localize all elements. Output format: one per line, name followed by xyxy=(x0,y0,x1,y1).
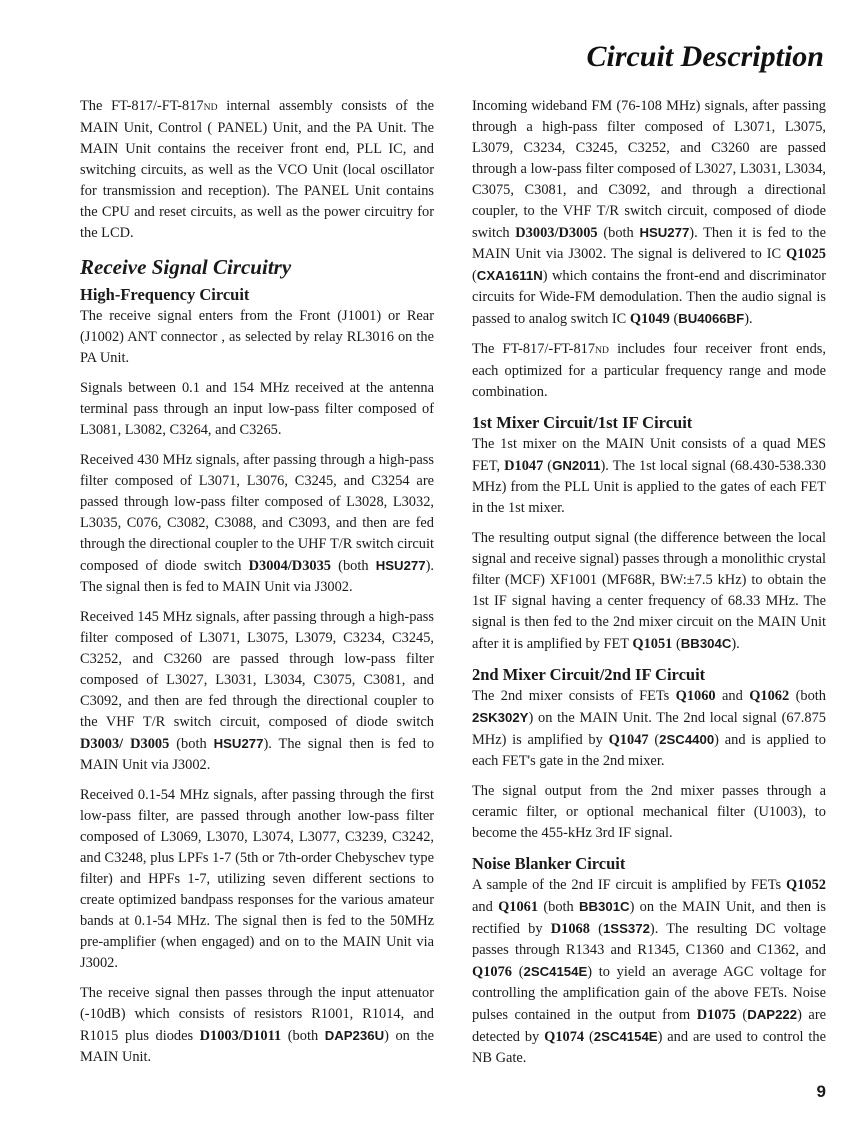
paragraph-attenuator: The receive signal then passes through the input attenuator (-10dB) which consists of resistors R1001, R1014, and R1015 plus diodes D1003/D1011 (both DAP236U) on the MAIN Unit. xyxy=(80,985,434,1065)
intro-paragraph: The FT-817/-FT-817ND internal assembly consists of the MAIN Unit, Control ( PANEL) Unit, and the PA Unit. The MAIN Unit contains the receiver front end, PLL IC, and switching circuits, as well as the VCO Unit (local oscillator for transmission and reception). The PANEL Unit contains the CPU and reset circuits, as well as the power circuitry for the LCD. xyxy=(80,98,434,241)
paragraph-145mhz: Received 145 MHz signals, after passing through a high-pass filter composed of L3071, L3075, L3079, C3234, C3245, C3252, and C3260 are passed through low-pass filter composed of L3027, L3031, L3034, C3075, C3081, and C3092, and then are fed through the directional coupler to the VHF T/R switch circuit, composed of diode switch D3003/ D3005 (both HSU277). The signal then is fed to MAIN Unit via J3002. xyxy=(80,609,435,773)
paragraph-noise-blanker: A sample of the 2nd IF circuit is amplified by FETs Q1052 and Q1061 (both BB301C) on the MAIN Unit, and then is rectified by D1068 (1SS372). The resulting DC voltage passes through R1343 and R1345, C1360 and C1362, and Q1076 (2SC4154E) to yield an average AGC voltage for controlling the amplification gain of the above FETs. Noise pulses contained in the output from D1075 (DAP222) are detected by Q1074 (2SC4154E) and are used to control the NB Gate. xyxy=(472,877,827,1066)
page-title: Circuit Description xyxy=(586,40,824,73)
heading-noise-blanker: Noise Blanker Circuit xyxy=(472,854,626,873)
paragraph-1st-if: The resulting output signal (the difference between the local signal and receive signal) passes through a monolithic crystal filter (MCF) XF1001 (MF68R, BW:±7.5 kHz) to obtain the 1st IF signal having a center frequency of 68.33 MHz. The signal is then fed to the 2nd mixer circuit on the MAIN Unit after it is amplified by FET Q1051 (BB304C). xyxy=(472,530,826,652)
paragraph-front-ends: The FT-817/-FT-817ND includes four receiver front ends, each optimized for a particular frequency range and mode combination. xyxy=(472,341,826,400)
paragraph-hf-bands: Received 0.1-54 MHz signals, after passing through the first low-pass filter, are passed through another low-pass filter composed of L3069, L3070, L3074, L3077, C3239, C3242, and C3248, plus LPFs 1-7 (5th or 7th-order Chebyschev type filter) and HPFs 1-7, utilizing seven different sections to create optimized bandpass responses for the various amateur bands at 0.1-54 MHz. The signal then is fed to the 50MHz pre-amplifier (when engaged) and on to the MAIN Unit via J3002. xyxy=(80,787,434,971)
subsection-heading: High-Frequency Circuit xyxy=(80,285,250,304)
left-column xyxy=(80,96,434,1077)
paragraph-lowpass-input: Signals between 0.1 and 154 MHz received at the antenna terminal pass through an input low-pass filter composed of L3081, L3082, C3264, and C3265. xyxy=(80,380,434,438)
paragraph-2nd-mixer: The 2nd mixer consists of FETs Q1060 and Q1062 (both 2SK302Y) on the MAIN Unit. The 2nd local signal (67.875 MHz) is amplified by Q1047 (2SC4400) and is applied to each FET's gate in the 2nd mixer. xyxy=(472,688,826,769)
page-number: 9 xyxy=(816,1082,826,1101)
heading-1st-mixer: 1st Mixer Circuit/1st IF Circuit xyxy=(472,413,693,432)
paragraph-antenna-input: The receive signal enters from the Front (J1001) or Rear (J1002) ANT connector , as selected by relay RL3016 on the PA Unit. xyxy=(80,308,434,366)
paragraph-wideband-fm: Incoming wideband FM (76-108 MHz) signals, after passing through a high-pass filter composed of L3071, L3075, L3079, C3234, C3245, C3252, and C3260 are passed through a low-pass filter composed of L3027, L3031, L3034, C3075, C3081, and C3092, and through a directional coupler, to the VHF T/R switch circuit, composed of diode switch D3003/D3005 (both HSU277). Then it is fed to the MAIN Unit via J3002. The signal is delivered to IC Q1025 (CXA1611N) which contains the front-end and discriminator circuits for Wide-FM demodulation. Then the audio signal is passed to analog switch IC Q1049 (BU4066BF). xyxy=(472,98,826,327)
paragraph-1st-mixer: The 1st mixer on the MAIN Unit consists of a quad MES FET, D1047 (GN2011). The 1st local signal (68.430-538.330 MHz) from the PLL Unit is applied to the gates of each FET in the 1st mixer. xyxy=(472,436,827,516)
paragraph-2nd-if: The signal output from the 2nd mixer passes through a ceramic filter, or optional mechanical filter (U1003), to become the 455-kHz 3rd IF signal. xyxy=(472,783,826,841)
right-column xyxy=(472,96,826,1078)
section-heading: Receive Signal Circuitry xyxy=(80,255,292,279)
paragraph-430mhz: Received 430 MHz signals, after passing through a high-pass filter composed of L3071, L3076, C3245, and C3254 are passed through low-pass filter composed of L3028, L3032, L3035, C076, C3082, C3088, and C3093, and then are fed through the directional coupler to the UHF T/R switch circuit composed of diode switch D3004/D3035 (both HSU277). The signal then is fed to MAIN Unit via J3002. xyxy=(80,452,434,595)
heading-2nd-mixer: 2nd Mixer Circuit/2nd IF Circuit xyxy=(472,665,706,684)
